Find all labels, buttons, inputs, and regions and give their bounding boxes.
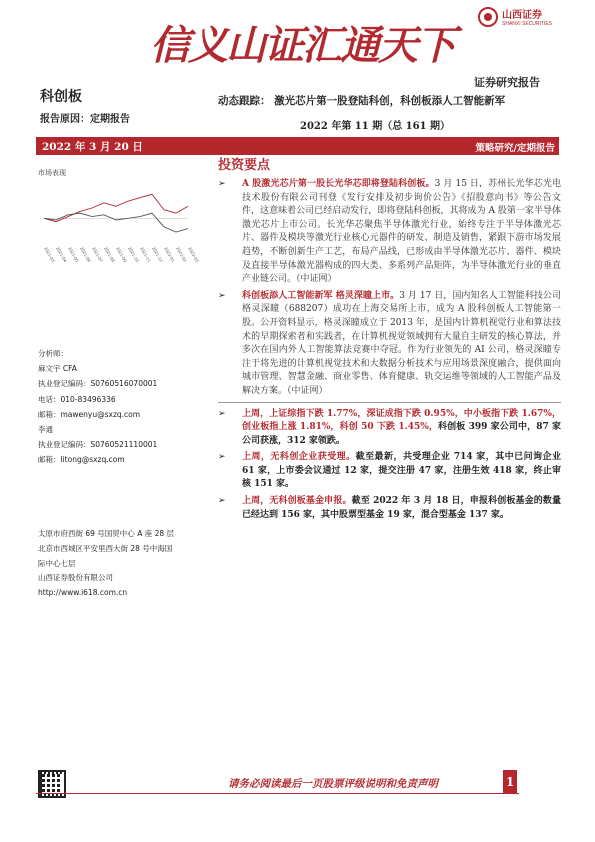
highlight-lead: 科创板添人工智能新军 格灵深瞳上市。 xyxy=(242,290,400,301)
date-bar xyxy=(36,137,559,155)
report-reason: 报告原因：定期报告 xyxy=(40,114,130,125)
highlight-item xyxy=(218,178,561,287)
analyst-info xyxy=(38,346,203,468)
highlight-body: 3 月 17 日，国内知名人工智能科技公司格灵深瞳（688207）成功在上海交易所上市，成为 A 股科创板人工智能第一股。公开资料显示，格灵深瞳成立于 2013 年，是国内计算机视觉行业和算法技术的早期探索者和实践者，在计算机视觉领域拥有大量自主研发的核心算法，并多次在国内外人工智能算法竞赛中夺冠。作为行业领先的 AI 公司，格灵深瞳专注于将先进的计算机视觉技术和大数据分析技术与应用场景深度融合，提供面向城市管理、智慧金融、商业零售、体育健康、轨交运维等领域的人工智能产品及解决方案。（中证网） xyxy=(242,290,561,396)
arrow-bullet-icon: ➢ xyxy=(218,452,226,463)
company-address xyxy=(38,527,208,601)
x-tick-label: 2021-10 xyxy=(127,246,140,263)
highlight-lead: 上周，无科创企业获受理。 xyxy=(242,452,356,463)
section-title: 投资要点 xyxy=(218,158,271,173)
address-line: http://www.i618.com.cn xyxy=(38,588,128,598)
x-tick-label: 2021-04 xyxy=(55,246,68,263)
investment-highlights xyxy=(218,154,561,525)
x-tick-label: 2021-07 xyxy=(91,246,104,263)
highlight-lead: 上周，上证综指下跌 1.77%，深证成指下跌 0.95%，中小板指下跌 1.67%，创业板指上涨 1.81%，科创 50 下跌 1.45%， xyxy=(242,408,561,433)
highlight-item xyxy=(218,495,561,522)
highlight-body: 截至 2022 年 3 月 18 日，申报科创板基金的数量已经达到 156 家，其中股票型基金 19 家，混合型基金 137 家。 xyxy=(242,496,561,520)
analysts-line: 邮箱：litong@sxzq.com xyxy=(38,455,125,465)
address-line: 际中心七层 xyxy=(38,558,76,568)
analysts-line: 执业登记编码：S0760521110001 xyxy=(38,440,158,450)
highlights-list-2 xyxy=(218,408,561,523)
report-headline: 动态跟踪： 激光芯片第一股登陆科创，科创板添人工智能新军 xyxy=(218,95,506,107)
header-banner xyxy=(0,0,595,90)
highlight-body: 科创板 399 家公司中，87 家公司获涨，312 家领跌。 xyxy=(242,422,561,446)
logo-name-cn: 山西证券 xyxy=(502,10,542,21)
analysts-line: 电话：010-83496336 xyxy=(38,394,116,404)
highlights-list-1 xyxy=(218,178,561,399)
arrow-bullet-icon: ➢ xyxy=(218,179,226,189)
x-tick-label: 2021-06 xyxy=(79,246,92,263)
market-chart xyxy=(38,180,198,280)
report-date: 2022 年 3 月 20 日 xyxy=(42,141,143,153)
highlight-lead: 上周，无科创板基金申报。 xyxy=(242,496,352,507)
analysts-line: 麻文宇 CFA xyxy=(38,364,77,374)
address-line: 北京市西城区平安里西大街 28 号中海国 xyxy=(38,543,173,553)
x-tick-label: 2021-12 xyxy=(151,246,164,263)
arrow-bullet-icon: ➢ xyxy=(218,496,226,507)
address-line: 太原市府西街 69 号国贸中心 A 座 28 层 xyxy=(38,529,175,538)
company-logo xyxy=(478,6,552,27)
x-tick-label: 2022-01 xyxy=(163,246,176,263)
x-tick-label: 2021-11 xyxy=(139,246,152,263)
highlight-item xyxy=(218,451,561,492)
logo-icon xyxy=(478,7,498,27)
highlight-item xyxy=(218,408,561,449)
slogan: 信义山证汇通天下 xyxy=(150,22,454,69)
highlight-body: 截至最新，共受理企业 714 家，其中已问询企业 61 家，上市委会议通过 12 家，提交注册 47 家，注册生效 418 家，终止审核 151 家。 xyxy=(242,452,561,490)
report-category: 策略研究/定期报告 xyxy=(475,143,555,154)
arrow-bullet-icon: ➢ xyxy=(218,290,226,301)
market-performance xyxy=(38,168,200,263)
address-line: 山西证券股份有限公司 xyxy=(38,573,113,583)
highlight-lead: A 股激光芯片第一股长光华芯即将登陆科创板。 xyxy=(242,179,435,189)
series-line-0 xyxy=(44,194,188,221)
logo-name-en: SHANXI SECURITIES xyxy=(502,21,553,27)
analysts-line: 分析师： xyxy=(38,349,68,358)
sector-title: 科创板 xyxy=(40,89,82,105)
analysts-line: 执业登记编码：S0760516070001 xyxy=(38,379,158,389)
footer-line xyxy=(36,793,519,794)
x-tick-label: 2021-08 xyxy=(103,246,116,263)
series-line-1 xyxy=(44,213,188,232)
highlight-item xyxy=(218,290,561,399)
analysts-line: 邮箱：mawenyu@sxzq.com xyxy=(38,409,141,419)
analysts-line: 李通 xyxy=(38,425,53,435)
report-type: 证券研究报告 xyxy=(474,76,540,89)
x-tick-label: 2022-03 xyxy=(187,246,200,263)
arrow-bullet-icon: ➢ xyxy=(218,408,226,419)
divider xyxy=(218,402,561,403)
x-tick-label: 2021-05 xyxy=(67,246,80,263)
issue-number: 2022 年第 11 期（总 161 期） xyxy=(300,121,451,132)
page-number: 1 xyxy=(503,770,517,794)
disclaimer-note: 请务必阅读最后一页股票评级说明和免责声明 xyxy=(228,778,438,790)
highlight-body: 3 月 15 日，苏州长光华芯光电技术股份有限公司刊登《发行安排及初步询价公告》《招股意向书》等公告文件，这意味着公司已经启动发行，即将登陆科创板，其将成为 A 股第一家半导体激光芯片上市公司。长光华芯聚焦半导体激光行业，始终专注于半导体激光芯片、器件及模块等激光行业核心元器件的研发、制造及销售，紧跟下游市场发展趋势，不断创新生产工艺，布局产品线，已形成由半导体激光芯片、器件、模块及直接半导体激光器构成的四大类、多系列产品矩阵，为半导体激光行业的垂直产业链公司。（中证网） xyxy=(242,179,561,285)
x-tick-label: 2021-03 xyxy=(43,246,56,263)
chart-title: 市场表现 xyxy=(38,169,66,177)
x-tick-label: 2022-02 xyxy=(175,246,188,263)
x-tick-label: 2021-09 xyxy=(115,246,128,263)
